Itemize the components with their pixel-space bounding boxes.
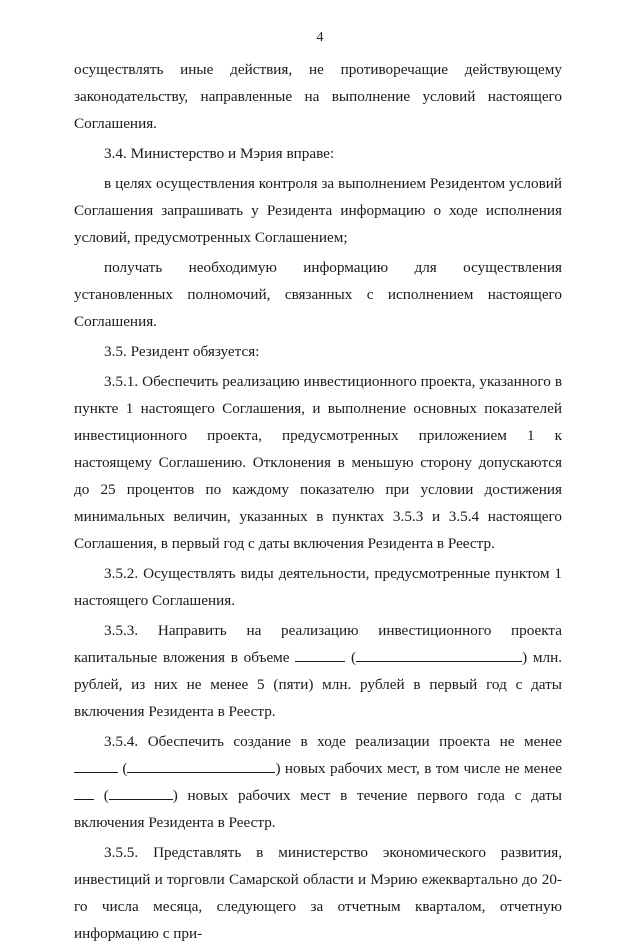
page-number: 4 [316, 30, 324, 45]
paragraph-3-5-3: 3.5.3. Направить на реализацию инвестиционного проекта капитальные вложения в объеме ( ) млн. рублей, из них не менее 5 (пяти) млн. рублей в первый год с даты включения Резидента в Реестр. [74, 622, 563, 720]
blank-jobs-count [74, 759, 118, 773]
blank-first-year-jobs-words [109, 786, 173, 800]
paragraph-control-request: в целях осуществления контроля за выполнением Резидентом условий Соглашения запрашивать у Резидента информацию о ходе исполнения условий, предусмотренных Соглашением; [74, 175, 562, 246]
blank-investment-amount [295, 648, 345, 662]
blank-investment-amount-words [356, 648, 522, 662]
blank-jobs-count-words [127, 759, 275, 773]
paragraph-actions: осуществлять иные действия, не противоречащие действующему законодательству, направленные на выполнение условий настоящего Соглашения. [74, 61, 562, 132]
paragraph-3-5-5: 3.5.5. Представлять в министерство экономического развития, инвестиций и торговли Самарской области и Мэрию ежеквартально до 20-го числа месяца, следующего за отчетным кварталом, отчетную информацию с при- [74, 844, 562, 942]
paragraph-3-5-4: 3.5.4. Обеспечить создание в ходе реализации проекта не менее ( ) новых рабочих мест, в том числе не менее ( ) новых рабочих мест в течение первого года с даты включения Резидента в Реестр. [74, 733, 563, 831]
paragraph-3-5-1: 3.5.1. Обеспечить реализацию инвестиционного проекта, указанного в пункте 1 настоящего Соглашения, и выполнение основных показателей инвестиционного проекта, предусмотренных приложением 1 к настоящему Соглашению. Отклонения в меньшую сторону допускаются до 25 процентов по каждому показателю при условии достижения минимальных величин, указанных в пунктах 3.5.3 и 3.5.4 настоящего Соглашения, в первый год с даты включения Резидента в Реестр. [74, 373, 562, 552]
blank-first-year-jobs [74, 786, 94, 800]
paragraph-obtain-info: получать необходимую информацию для осуществления установленных полномочий, связанных с исполнением настоящего Соглашения. [74, 259, 562, 330]
paragraph-3-5-2: 3.5.2. Осуществлять виды деятельности, предусмотренные пунктом 1 настоящего Соглашения. [74, 565, 562, 609]
paragraph-3-4: 3.4. Министерство и Мэрия вправе: [104, 145, 335, 162]
document-body [74, 56, 562, 947]
paragraph-3-5: 3.5. Резидент обязуется: [104, 343, 260, 360]
